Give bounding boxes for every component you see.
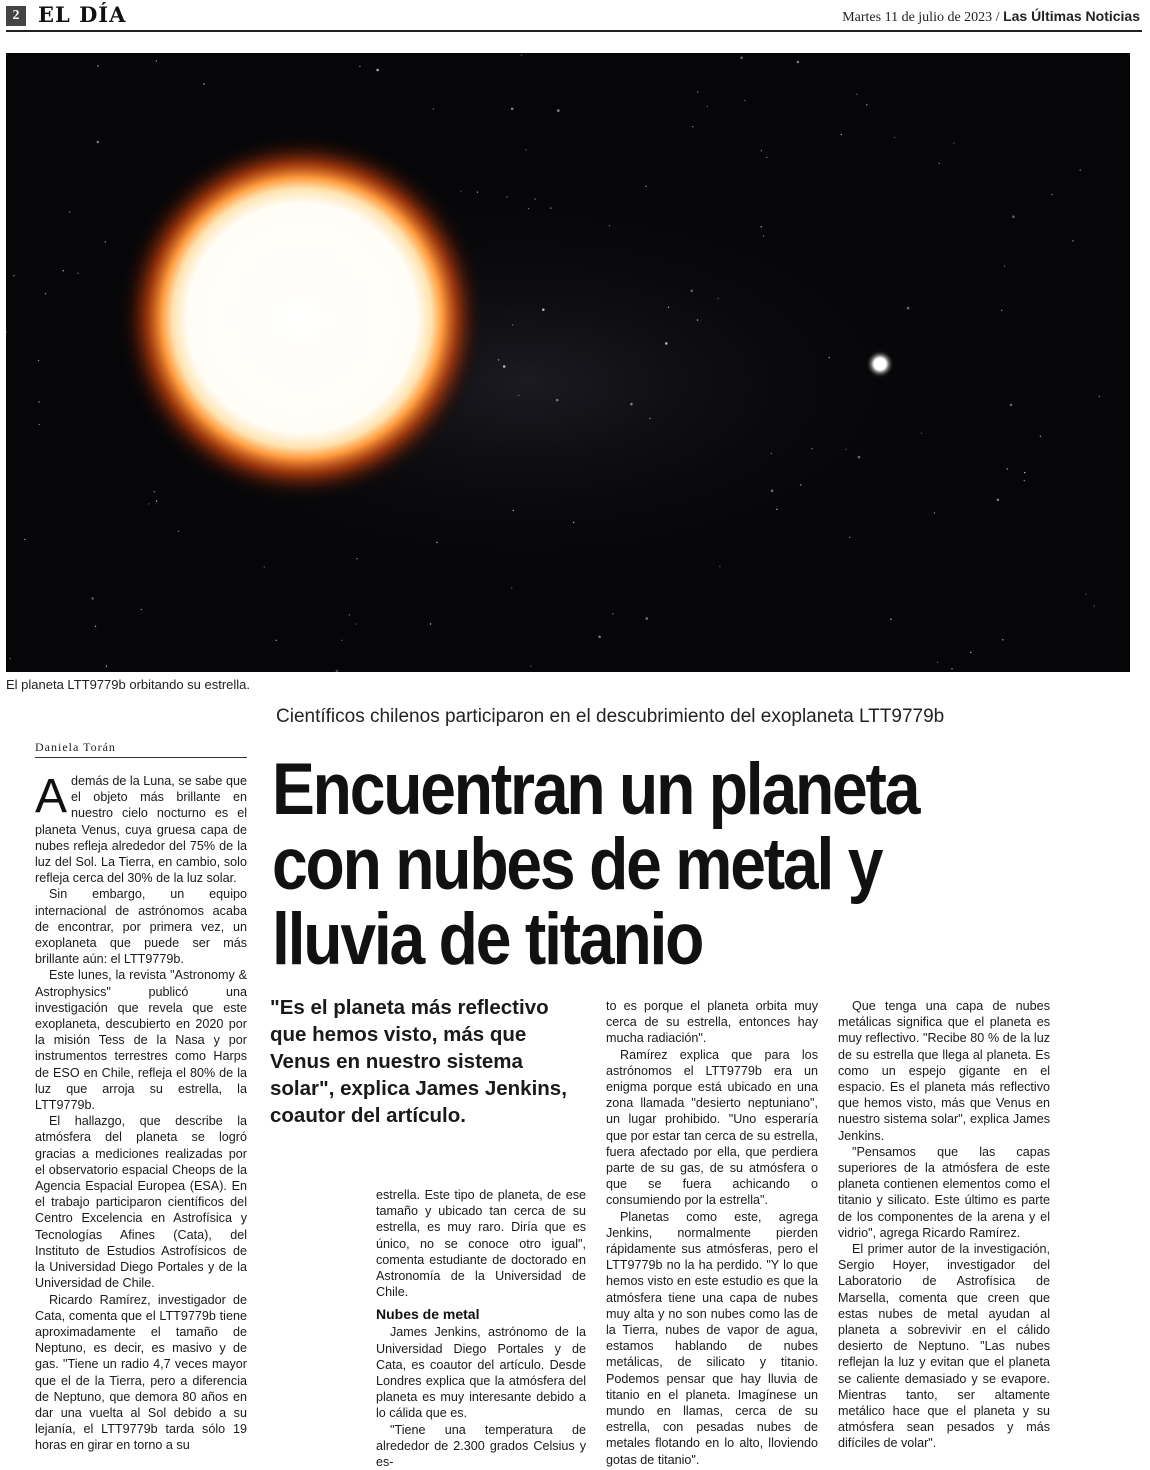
background-star [141, 609, 142, 610]
background-star [38, 360, 39, 361]
photo-caption: El planeta LTT9779b orbitando su estrella. [6, 677, 251, 692]
background-star [156, 60, 157, 61]
background-star [513, 510, 514, 511]
background-star [771, 453, 772, 454]
paragraph: to es porque el planeta orbita muy cerca de su estrella, entonces hay mucha radiación". [606, 999, 818, 1046]
background-star [1010, 404, 1013, 407]
background-star [761, 226, 762, 227]
background-star [951, 668, 952, 669]
paragraph: Planetas como este, agrega Jenkins, normalmente pierden rápidamente sus atmósferas, pero el LTT9779b no la ha perdido. "Y lo que hemos visto en este estudio es que la atmósfera tiene una capa de nubes muy alta y no son nubes como las de la Tierra, nubes de vapor de agua, estamos hablando de nubes metálicas, de silicato y titanio. Podemos pensar que hay lluvia de titanio en el planeta. Imagínese un mundo en llamas, cerca de su estrella, con pesadas nubes de metales flotando en lo alto, lloviendo gotas de titanio". [606, 1209, 818, 1467]
paragraph: Este lunes, la revista "Astronomy & Astrophysics" publicó una investigación que revela que este exoplaneta, descubierto en 2020 por la misión Tess de la Nasa y por instrumentos terrestres como Harps de ESO en Chile, refleja el 80% de la luz que arroja su estrella, la LTT9779b. [35, 968, 247, 1113]
background-star [39, 424, 40, 425]
background-star [436, 542, 437, 543]
background-star [668, 307, 669, 308]
background-star [511, 587, 512, 588]
background-star [697, 91, 698, 92]
background-star [811, 448, 812, 449]
background-star [477, 192, 478, 193]
background-star [38, 401, 39, 402]
paragraph: James Jenkins, astrónomo de la Universidad Diego Portales y de Cata, es coautor del artículo. Desde Londres explica que la atmósfera del planeta es muy interesante debido a lo cálida que es. [376, 1325, 586, 1421]
background-star [1024, 472, 1025, 473]
paragraph: Que tenga una capa de nubes metálicas significa que el planeta es muy reflectivo. "Recibe 80 % de la luz de su estrella que llega al planeta. Es como un espejo gigante en el espacio. Es el planeta más reflectivo que hemos visto, más que Venus en nuestro sistema solar", explica James Jenkins. [838, 999, 1050, 1143]
background-star [460, 191, 461, 192]
paragraph: El primer autor de la investigación, Sergio Hoyer, investigador del Laboratorio de Astrofísica de Marsella, comenta que creen que estas nubes de metal ayudan al planeta a sobrevivir en el cálido desierto de Neptuno. "Las nubes reflejan la luz y evitan que el planeta se caliente demasiado y se evapore. Mientras tanto, ser altamente metálico hace que el planeta y su atmósfera sean pesados y más difíciles de volar". [838, 1242, 1050, 1451]
background-star [63, 270, 64, 271]
background-star [866, 104, 867, 105]
background-star [849, 537, 850, 538]
background-star [518, 395, 519, 396]
background-star [856, 94, 857, 95]
background-star [91, 597, 94, 600]
background-star [1040, 436, 1041, 437]
background-star [718, 298, 719, 299]
drop-cap: A [35, 770, 68, 823]
background-star [1080, 169, 1081, 170]
paragraph: "Pensamos que las capas superiores de la atmósfera de este planeta contienen elementos como el titanio y silicato. Este último es parte de los componentes de la arena y el vidrio", agrega Ricardo Ramírez. [838, 1144, 1050, 1240]
background-star [934, 512, 935, 513]
background-star [534, 198, 535, 199]
background-star [154, 491, 155, 492]
background-star [498, 359, 499, 360]
background-star [937, 662, 938, 663]
paragraph: Ricardo Ramírez, investigador de Cata, comenta que el LTT9779b tiene aproximadamente el tamaño de Neptuno, es decir, es masivo y de gas. "Tiene un radio 4,7 veces mayor que el de la Tierra, pero a diferencia de Neptuno, que demora 80 años en dar una vuelta al Sol debido a su lejanía, el LTT9779b tarda sólo 19 horas en girar en torno a su [35, 1292, 247, 1453]
paragraph: estrella. Este tipo de planeta, de ese tamaño y ubicado tan cerca de su estrella, es muy raro. Diría que es único, no se conoce otro igual", comenta estudiante de doctorado en Astronomía de la Universidad de Chile. [376, 1188, 586, 1300]
background-star [550, 207, 551, 208]
background-star [744, 100, 745, 101]
background-star [630, 403, 633, 406]
background-star [356, 623, 357, 624]
background-star [645, 186, 646, 187]
background-star [953, 142, 954, 143]
background-star [719, 566, 720, 567]
background-star [1072, 240, 1073, 241]
background-star [24, 539, 25, 540]
background-star [771, 490, 774, 493]
background-star [692, 126, 693, 127]
background-star [997, 499, 1000, 502]
background-star [557, 109, 560, 112]
background-star [763, 235, 764, 236]
issue-date: Martes 11 de julio de 2023 [842, 10, 993, 25]
article-column-4 [838, 998, 1050, 1452]
background-star [106, 666, 107, 667]
background-star [376, 69, 379, 72]
pull-quote: "Es el planeta más reflectivo que hemos visto, más que Venus en nuestro sistema solar", explica James Jenkins, coautor del artículo. [270, 996, 567, 1127]
header-separator: / [995, 10, 1000, 25]
background-star [598, 636, 601, 639]
background-star [69, 211, 70, 212]
background-star [276, 640, 277, 641]
article-headline: Encuentran un planeta con nubes de metal y lluvia de titanio [272, 749, 919, 981]
lead-text: demás de la Luna, se sabe que el objeto más brillante en nuestro cielo nocturno es el planeta Venus, cuya gruesa capa de nubes refleja alrededor del 75% de la luz del Sol. La Tierra, en cambio, solo refleja cerca del 30% de la luz solar. [35, 774, 247, 886]
background-star [97, 141, 100, 144]
background-star [939, 163, 940, 164]
background-star [356, 558, 357, 559]
lead-paragraph [35, 770, 247, 886]
publication-name: Las Últimas Noticias [1003, 8, 1140, 24]
background-star [646, 617, 649, 620]
background-star [10, 658, 11, 659]
background-star [894, 137, 895, 138]
background-star [521, 55, 522, 56]
background-star [264, 566, 265, 567]
article-photo [6, 53, 1130, 672]
background-star [1004, 266, 1005, 267]
background-star [1024, 480, 1025, 481]
star-and-planet-illustration [6, 53, 1130, 672]
background-star [1007, 468, 1008, 469]
background-star [845, 449, 846, 450]
paragraph: "Tiene una temperatura de alrededor de 2.300 grados Celsius y es- [376, 1422, 586, 1470]
background-star [433, 108, 434, 109]
article-column-3 [606, 998, 818, 1468]
byline: Daniela Torán [35, 740, 247, 758]
paragraph: Sin embargo, un equipo internacional de astrónomos acaba de encontrar, por primera vez, un exoplaneta que puede ser más brillante aún: el LTT9779b. [35, 887, 247, 967]
background-star [506, 196, 507, 197]
subheading: Nubes de metal [376, 1306, 480, 1323]
header-rule [6, 30, 1142, 32]
background-star [503, 365, 506, 368]
background-star [178, 531, 179, 532]
background-star [528, 208, 529, 209]
article-column-1 [35, 770, 247, 1454]
background-star [556, 399, 559, 402]
background-star [665, 342, 668, 345]
background-star [907, 307, 910, 310]
background-star [1002, 639, 1003, 640]
background-star [530, 665, 531, 666]
background-star [740, 57, 743, 60]
background-star [776, 509, 777, 510]
background-star [203, 83, 204, 84]
background-star [649, 418, 650, 419]
background-star [829, 357, 830, 358]
header-dateline [842, 8, 1140, 26]
background-star [105, 241, 106, 242]
background-star [156, 500, 157, 501]
background-star [95, 626, 96, 627]
background-star [761, 150, 762, 151]
background-star [691, 290, 694, 293]
background-star [921, 433, 922, 434]
background-star [542, 308, 545, 311]
background-star [612, 613, 613, 614]
paragraph: El hallazgo, que describe la atmósfera del planeta se logró gracias a mediciones realizadas por el observatorio espacial Cheops de la Agencia Espacial Europea (ESA). En el trabajo participaron científicos del Centro Excelencia en Astrofísica y Tecnologías Afines (Cata), del Instituto de Estudios Astrofísicos de la Universidad Diego Portales y de la Universidad de Chile. [35, 1114, 247, 1291]
background-star [609, 225, 610, 226]
background-star [766, 157, 767, 158]
background-star [697, 319, 698, 320]
background-star [1051, 194, 1052, 195]
background-star [430, 623, 431, 624]
page-number: 2 [6, 6, 26, 26]
background-star [858, 456, 861, 459]
article-column-2 [376, 1187, 586, 1470]
background-star [349, 614, 350, 615]
background-star [800, 484, 801, 485]
background-star [573, 522, 574, 523]
background-star [1012, 215, 1015, 218]
background-star [525, 149, 526, 150]
article-kicker: Científicos chilenos participaron en el descubrimiento del exoplaneta LTT9779b [276, 706, 945, 727]
background-star [1001, 310, 1002, 311]
background-star [359, 66, 360, 67]
background-star [970, 652, 971, 653]
background-star [797, 61, 800, 64]
section-title: EL DÍA [38, 2, 127, 27]
background-star [1085, 594, 1086, 595]
background-star [77, 273, 78, 274]
background-star [512, 324, 513, 325]
paragraph: Ramírez explica que para los astrónomos el LTT9779b era un enigma porque está ubicado en una zona llamada "desierto neptuniano", un lugar prohibido. "Uno esperaría que por estar tan cerca de su estrella, fuera afectado por ella, que perdiera parte de su gas, de su atmósfera o que se fuera achicando o consumiendo por la estrella". [606, 1047, 818, 1208]
background-star [13, 275, 14, 276]
background-star [511, 108, 514, 111]
background-star [341, 640, 342, 641]
background-star [97, 65, 98, 66]
background-star [890, 619, 891, 620]
background-star [841, 134, 842, 135]
background-star [1099, 396, 1100, 397]
background-star [148, 503, 149, 504]
background-star [1094, 605, 1095, 606]
background-star [45, 293, 46, 294]
background-star [707, 106, 708, 107]
